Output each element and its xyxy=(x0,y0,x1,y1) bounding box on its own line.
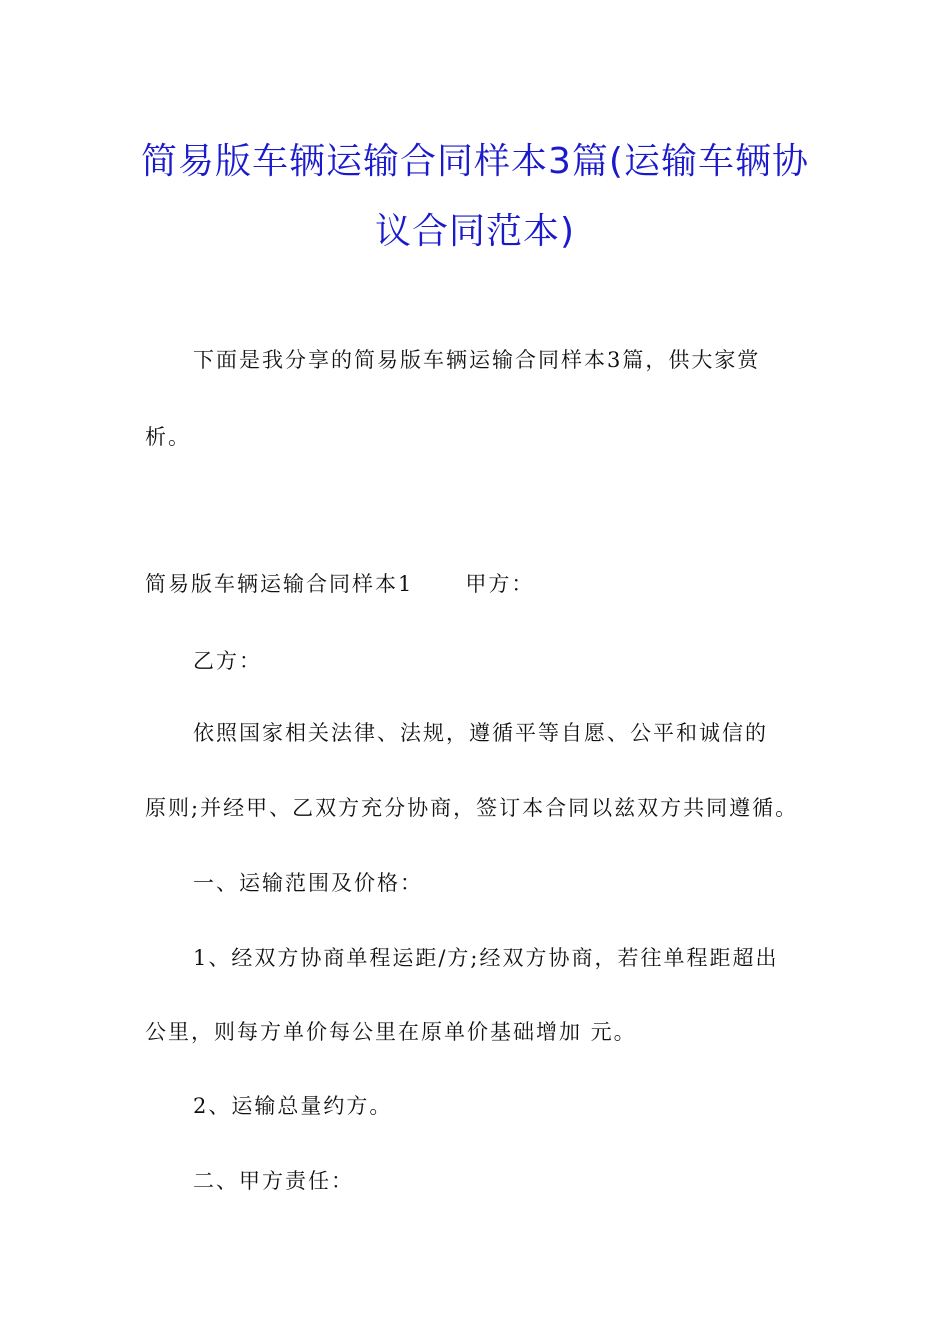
document-title-line-2: 议合同范本) xyxy=(374,211,576,252)
item-1-line-1: 1、经双方协商单程运距/方;经双方协商，若往单程距超出 xyxy=(193,946,779,970)
intro-line-1: 下面是我分享的简易版车辆运输合同样本3篇，供大家赏 xyxy=(193,348,761,372)
document-title-line-1: 简易版车辆运输合同样本3篇(运输车辆协 xyxy=(141,141,809,182)
party-a-label: 甲方： xyxy=(465,572,535,596)
paragraph-1-line-2: 原则;并经甲、乙双方充分协商，签订本合同以兹双方共同遵循。 xyxy=(145,796,799,820)
party-b-label: 乙方： xyxy=(193,649,262,673)
section-2-heading: 二、甲方责任： xyxy=(193,1169,354,1193)
sample-heading: 简易版车辆运输合同样本1 xyxy=(145,572,414,596)
intro-line-2: 析。 xyxy=(145,425,191,449)
item-2: 2、运输总量约方。 xyxy=(193,1094,393,1118)
item-1-line-2: 公里，则每方单价每公里在原单价基础增加 元。 xyxy=(145,1020,637,1044)
paragraph-1-line-1: 依照国家相关法律、法规，遵循平等自愿、公平和诚信的 xyxy=(193,721,768,745)
sample-heading-row xyxy=(145,569,534,599)
section-1-heading: 一、运输范围及价格： xyxy=(193,871,423,895)
